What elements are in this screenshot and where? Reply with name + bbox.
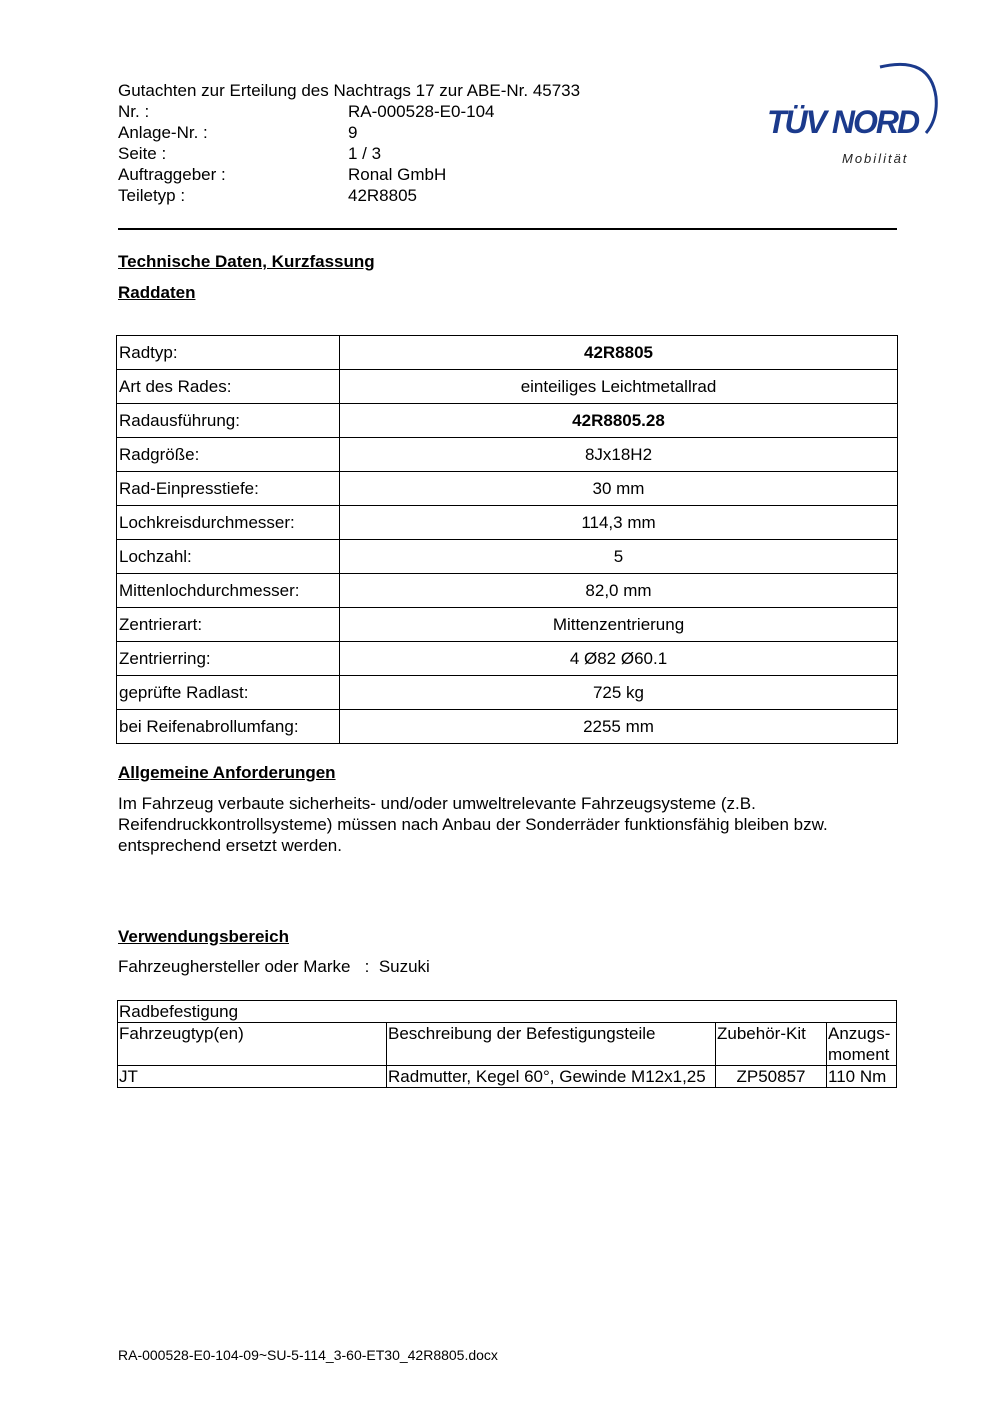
radbefestigung-title: Radbefestigung bbox=[118, 1001, 897, 1023]
raddaten-value: 114,3 mm bbox=[340, 506, 898, 540]
raddaten-value: 8Jx18H2 bbox=[340, 438, 898, 472]
col-header-fahrzeugtyp: Fahrzeugtyp(en) bbox=[118, 1023, 387, 1066]
raddaten-label: Rad-Einpresstiefe: bbox=[117, 472, 340, 506]
header-value-auftraggeber: Ronal GmbH bbox=[348, 165, 447, 184]
raddaten-label: Lochzahl: bbox=[117, 540, 340, 574]
table-row bbox=[117, 404, 898, 438]
table-row bbox=[117, 540, 898, 574]
cell-zubehoer-kit: ZP50857 bbox=[716, 1066, 827, 1088]
header-value-teiletyp: 42R8805 bbox=[348, 186, 418, 205]
tuv-nord-logo: TÜV NORD bbox=[767, 104, 919, 140]
table-row bbox=[117, 608, 898, 642]
section-heading-raddaten: Raddaten bbox=[118, 283, 196, 302]
header-value-seite: 1 / 3 bbox=[348, 144, 382, 163]
raddaten-value: 4 Ø82 Ø60.1 bbox=[340, 642, 898, 676]
header-label-nr: Nr. : bbox=[118, 102, 150, 121]
table-row bbox=[117, 506, 898, 540]
col-header-beschreibung: Beschreibung der Befestigungsteile bbox=[387, 1023, 716, 1066]
section-heading-verwendungsbereich: Verwendungsbereich bbox=[118, 927, 289, 946]
col-header-zubehoer-kit: Zubehör-Kit bbox=[716, 1023, 827, 1066]
raddaten-value: 725 kg bbox=[340, 676, 898, 710]
header-label-seite: Seite : bbox=[118, 144, 167, 163]
raddaten-value: 82,0 mm bbox=[340, 574, 898, 608]
raddaten-label: Radtyp: bbox=[117, 336, 340, 370]
raddaten-value: Mittenzentrierung bbox=[340, 608, 898, 642]
raddaten-value: 42R8805 bbox=[340, 336, 898, 370]
raddaten-label: bei Reifenabrollumfang: bbox=[117, 710, 340, 744]
hersteller-separator: : bbox=[364, 957, 370, 976]
raddaten-value: 42R8805.28 bbox=[340, 404, 898, 438]
raddaten-value: 5 bbox=[340, 540, 898, 574]
footer-filename: RA-000528-E0-104-09~SU-5-114_3-60-ET30_42R8805.docx bbox=[118, 1347, 498, 1363]
col-header-anzugsmoment: Anzugs-moment bbox=[827, 1023, 897, 1066]
raddaten-value: 2255 mm bbox=[340, 710, 898, 744]
raddaten-label: Mittenlochdurchmesser: bbox=[117, 574, 340, 608]
cell-anzugsmoment: 110 Nm bbox=[827, 1066, 897, 1088]
table-row bbox=[117, 370, 898, 404]
raddaten-label: Art des Rades: bbox=[117, 370, 340, 404]
cell-fahrzeugtyp: JT bbox=[118, 1066, 387, 1088]
table-row bbox=[117, 710, 898, 744]
raddaten-label: Zentrierring: bbox=[117, 642, 340, 676]
header-label-anlage: Anlage-Nr. : bbox=[118, 123, 208, 142]
header-value-nr: RA-000528-E0-104 bbox=[348, 102, 495, 121]
header-divider bbox=[118, 228, 897, 230]
header-value-anlage: 9 bbox=[348, 123, 358, 142]
raddaten-value: einteiliges Leichtmetallrad bbox=[340, 370, 898, 404]
cell-beschreibung: Radmutter, Kegel 60°, Gewinde M12x1,25 bbox=[387, 1066, 716, 1088]
table-row bbox=[117, 438, 898, 472]
allgemeine-text: Im Fahrzeug verbaute sicherheits- und/oder umweltrelevante Fahrzeugsysteme (z.B. Reifendruckkontrollsysteme) müssen nach Anbau der Sonderräder funktionsfähig bleiben bzw. entsprechend ersetzt werden. bbox=[118, 794, 828, 855]
raddaten-label: Radgröße: bbox=[117, 438, 340, 472]
document-title: Gutachten zur Erteilung des Nachtrags 17 zur ABE-Nr. 45733 bbox=[118, 81, 581, 100]
table-row bbox=[117, 574, 898, 608]
table-row bbox=[118, 1066, 897, 1088]
raddaten-value: 30 mm bbox=[340, 472, 898, 506]
table-row bbox=[117, 642, 898, 676]
hersteller-line bbox=[118, 957, 430, 977]
hersteller-value: Suzuki bbox=[378, 957, 430, 976]
hersteller-label: Fahrzeughersteller oder Marke bbox=[118, 957, 351, 976]
table-row bbox=[117, 336, 898, 370]
raddaten-label: Lochkreisdurchmesser: bbox=[117, 506, 340, 540]
raddaten-table bbox=[116, 335, 898, 744]
section-heading-technische-daten: Technische Daten, Kurzfassung bbox=[118, 252, 375, 271]
section-heading-allgemeine: Allgemeine Anforderungen bbox=[118, 763, 336, 782]
table-row bbox=[117, 676, 898, 710]
raddaten-label: geprüfte Radlast: bbox=[117, 676, 340, 710]
raddaten-label: Radausführung: bbox=[117, 404, 340, 438]
table-row bbox=[117, 472, 898, 506]
raddaten-label: Zentrierart: bbox=[117, 608, 340, 642]
header-label-teiletyp: Teiletyp : bbox=[118, 186, 186, 205]
radbefestigung-table bbox=[117, 1000, 897, 1088]
logo-subtitle: Mobilität bbox=[842, 151, 909, 166]
header-label-auftraggeber: Auftraggeber : bbox=[118, 165, 226, 184]
